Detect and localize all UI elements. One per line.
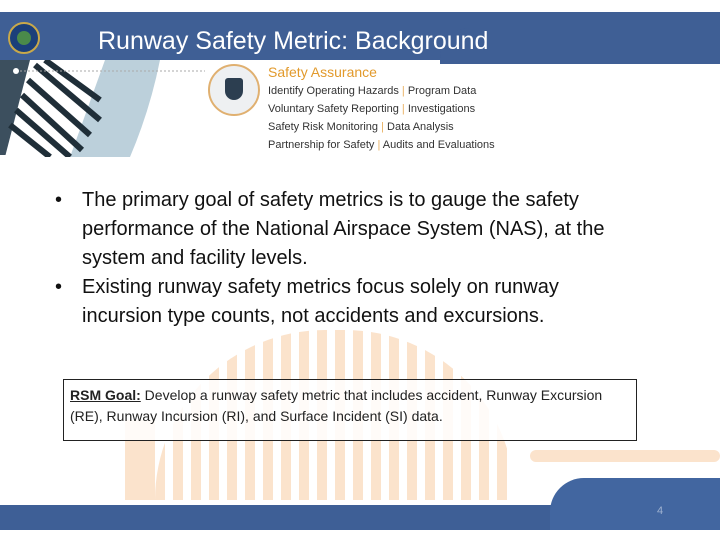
- sa-line: Safety Risk Monitoring | Data Analysis: [268, 121, 454, 133]
- bullet-item: [55, 186, 615, 273]
- bullet-text: Existing runway safety metrics focus solely on runway incursion type counts, not accidents and excursions.: [82, 276, 559, 327]
- goal-label: RSM Goal:: [70, 387, 141, 403]
- bullet-text: The primary goal of safety metrics is to gauge the safety performance of the National Airspace System (NAS), at the system and facility levels.: [82, 189, 605, 269]
- goal-box: [63, 379, 637, 441]
- bullet-dot: •: [55, 189, 63, 211]
- sa-line: Identify Operating Hazards | Program Data: [268, 85, 477, 97]
- faa-seal-logo: [8, 22, 40, 54]
- sa-line: Partnership for Safety | Audits and Evaluations: [268, 139, 495, 151]
- page-number: 4: [657, 505, 664, 517]
- airplane-watermark: [530, 450, 720, 462]
- safety-assurance-title: Safety Assurance: [268, 64, 377, 80]
- bullet-dot: •: [55, 276, 63, 298]
- bullet-list: [55, 186, 615, 331]
- footer-bar-tab: [550, 478, 720, 530]
- sa-line: Voluntary Safety Reporting | Investigations: [268, 103, 476, 115]
- goal-text: Develop a runway safety metric that includes accident, Runway Excursion (RE), Runway Incursion (RI), and Surface Incident (SI) data.: [70, 387, 603, 424]
- page-title: Runway Safety Metric: Background: [98, 27, 489, 55]
- bullet-item: [55, 273, 615, 331]
- shield-icon: [208, 64, 260, 116]
